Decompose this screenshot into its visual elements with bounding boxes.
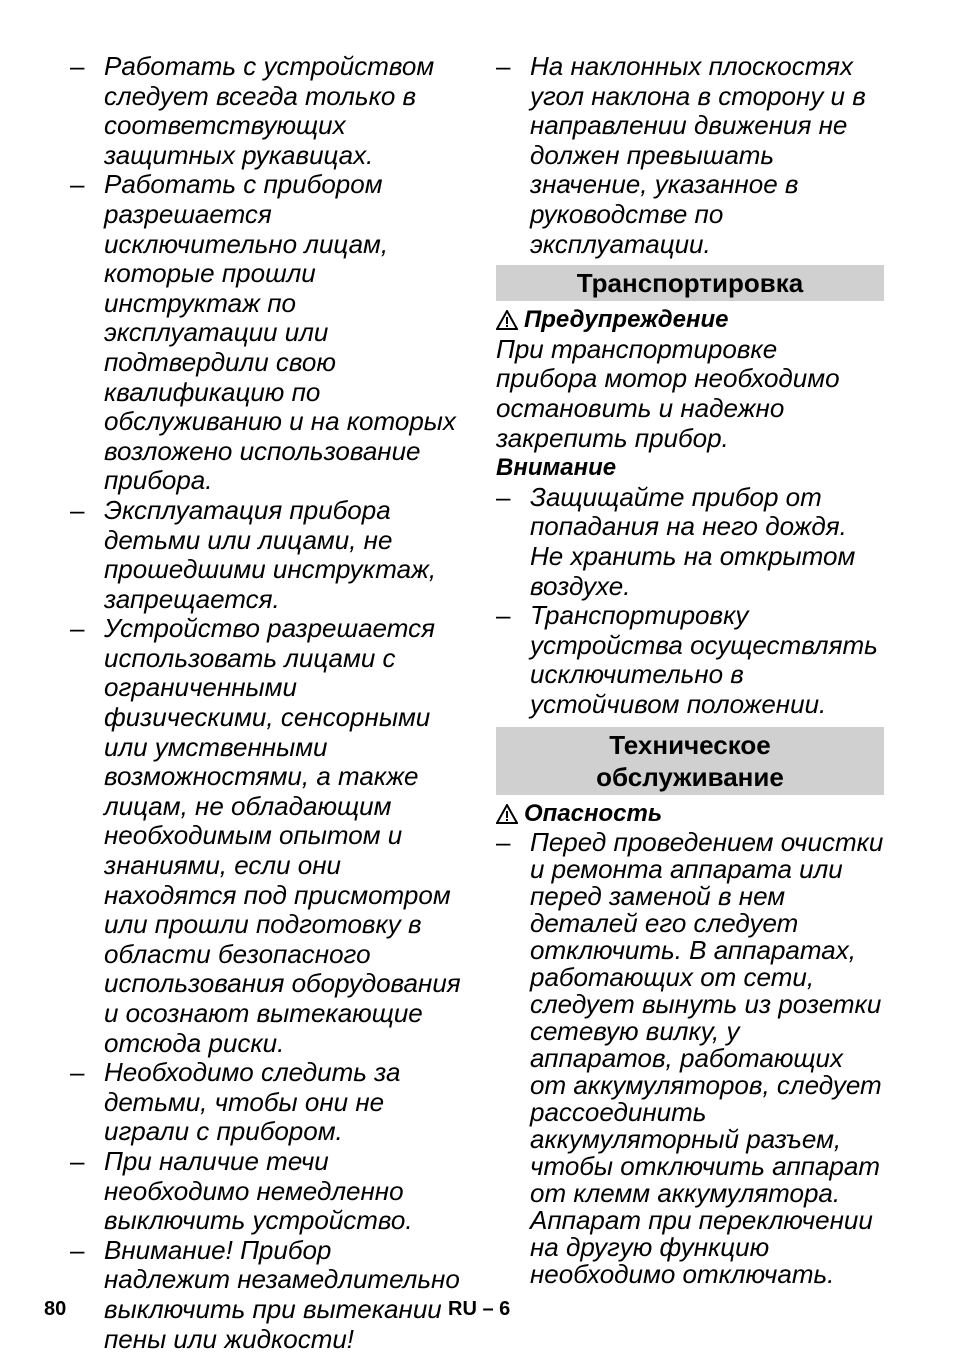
list-item	[70, 170, 462, 496]
list-item	[70, 1147, 462, 1236]
list-item	[496, 52, 884, 259]
section-heading-transport: Транспортировка	[496, 265, 884, 301]
list-item	[70, 1058, 462, 1147]
dash: –	[70, 51, 85, 81]
left-column	[70, 52, 462, 1354]
danger-label-text: Опасность	[524, 800, 663, 828]
list-item-text: Необходимо следить за детьми, чтобы они не играли с прибором.	[104, 1057, 401, 1147]
list-item-text: Внимание! Прибор надлежит незамедлительно выключить при вытекании пены или жидкости!	[104, 1234, 460, 1354]
danger-label	[496, 799, 884, 829]
dash: –	[70, 1234, 85, 1265]
warning-label	[496, 305, 884, 335]
right-column	[496, 52, 884, 1288]
list-item	[70, 614, 462, 1058]
dash: –	[70, 613, 85, 644]
list-item-text: Устройство разрешается использовать лицами с ограниченными физическими, сенсорными или умственными возможностями, а также лицам, не обладающим необходимым опытом и знаниями, если они находятся под присмотром или прошли подготовку в области безопасного использования оборудования и осознают вытекающие отсюда риски.	[104, 613, 461, 1058]
list-item-text: При наличие течи необходимо немедленно выключить устройство.	[104, 1145, 413, 1236]
list-item	[496, 483, 884, 601]
section-footer: RU – 6	[448, 1298, 511, 1320]
attention-label: Внимание	[496, 454, 617, 482]
list-item-text: Транспортировку устройства осуществлять исключительно в устойчивом положении.	[530, 600, 878, 719]
dash: –	[496, 51, 511, 81]
dash: –	[496, 827, 511, 858]
page-number: 80	[44, 1298, 67, 1320]
list-item-text: Перед проведением очистки и ремонта аппарата или перед заменой в нем деталей его следует отключить. В аппаратах, работающих от сети, следует вынуть из розетки сетевую вилку, у аппаратов, работающих от аккумуляторов, следует рассоединить аккумуляторный разъем, чтобы отключить аппарат от клемм аккумулятора. Аппарат при переключении на другую функцию необходимо отключать.	[530, 827, 884, 1290]
warning-text: При транспортировке прибора мотор необходимо остановить и надежно закрепить прибор.	[496, 333, 840, 453]
dash: –	[496, 481, 511, 512]
list-item	[496, 601, 884, 719]
heading-line: Техническое	[609, 730, 771, 761]
list-item	[70, 52, 462, 170]
dash: –	[70, 494, 85, 525]
list-item	[70, 1236, 462, 1354]
heading-line: обслуживание	[596, 762, 784, 793]
dash: –	[70, 1145, 85, 1176]
list-item-text: Эксплуатация прибора детьми или лицами, не прошедшими инструктаж, запрещается.	[104, 494, 437, 614]
list-item	[496, 829, 884, 1288]
warning-label-text: Предупреждение	[524, 306, 729, 334]
dash: –	[70, 1057, 85, 1088]
list-item-text: На наклонных плоскостях угол наклона в сторону и в направлении движения не должен превышать значение, указанное в руководстве по эксплуатации.	[530, 51, 866, 259]
section-heading-maintenance	[496, 727, 884, 795]
warning-triangle-icon	[496, 804, 518, 824]
list-item-text: Работать с устройством следует всегда только в соответствующих защитных рукавицах.	[104, 51, 435, 170]
list-item-text: Работать с прибором разрешается исключительно лицам, которые прошли инструктаж по эксплуатации или подтвердили свою квалификацию по обслуживанию и на которых возложено использование прибора.	[104, 169, 456, 496]
dash: –	[70, 169, 85, 200]
list-item	[70, 496, 462, 614]
dash: –	[496, 600, 511, 631]
list-item-text: Защищайте прибор от попадания на него дождя. Не хранить на открытом воздухе.	[530, 481, 856, 601]
warning-triangle-icon	[496, 310, 518, 330]
